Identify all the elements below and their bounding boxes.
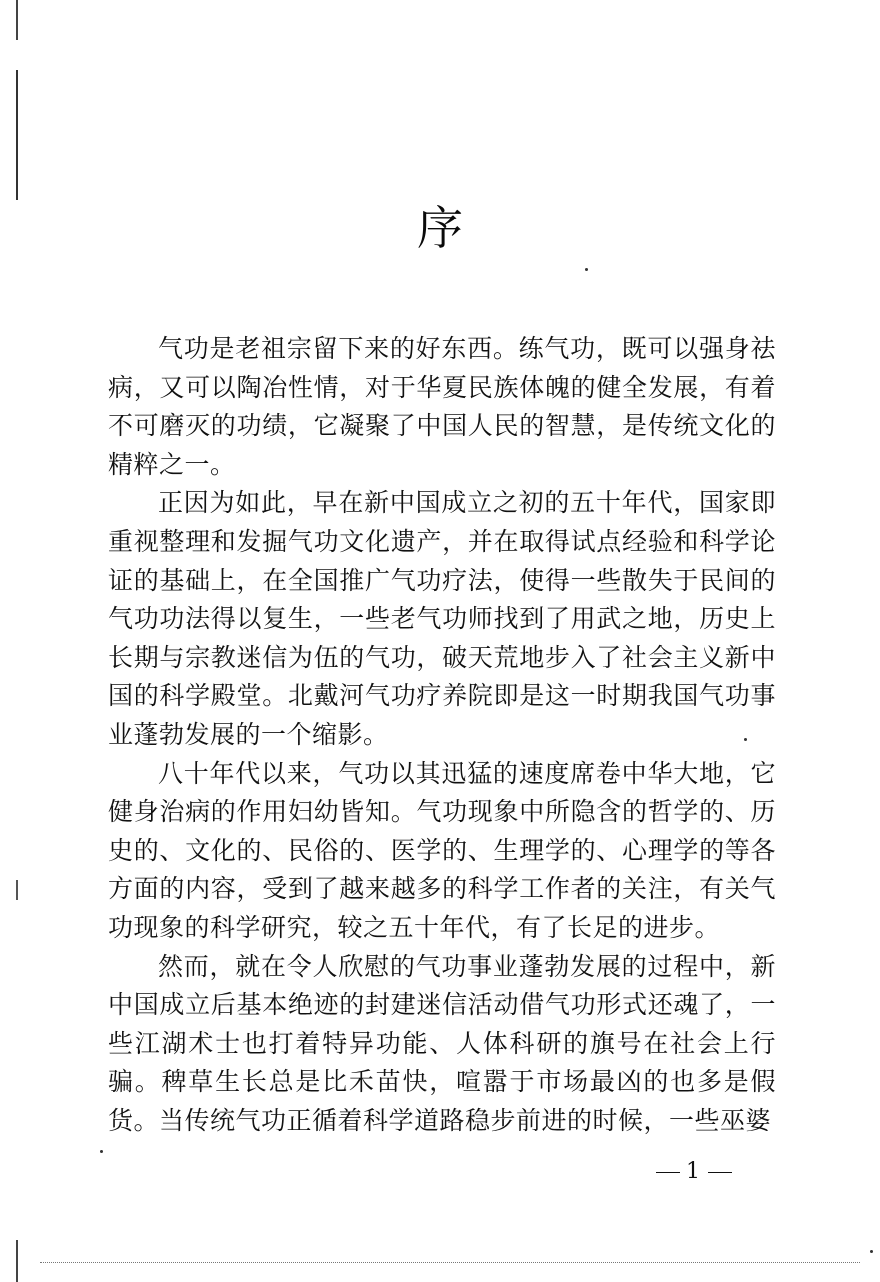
scan-speck	[744, 738, 747, 741]
page-title: 序	[417, 201, 463, 255]
dash-left	[656, 1172, 680, 1173]
scan-edge-artifact	[16, 0, 18, 1282]
dash-right	[708, 1172, 732, 1173]
paragraph-2: 正因为如此，早在新中国成立之初的五十年代，国家即重视整理和发掘气功文化遗产，并在取得试点经验和科学论证的基础上，在全国推广气功疗法，使得一些散失于民间的气功功法得以复生，一些老气功师找到了用武之地，历史上长期与宗教迷信为伍的气功，破天荒地步入了社会主义新中国的科学殿堂。北戴河气功疗养院即是这一时期我国气功事业蓬勃发展的一个缩影。	[108, 488, 776, 749]
paragraph-1: 气功是老祖宗留下来的好东西。练气功，既可以强身祛病，又可以陶冶性情，对于华夏民族体魄的健全发展，有着不可磨灭的功绩，它凝聚了中国人民的智慧，是传统文化的精粹之一。	[108, 334, 776, 479]
scan-speck	[100, 1150, 103, 1153]
scan-speck	[585, 268, 588, 271]
paragraph-4: 然而，就在令人欣慰的气功事业蓬勃发展的过程中，新中国成立后基本绝迹的封建迷信活动借气功形式还魂了，一些江湖术士也打着特异功能、人体科研的旗号在社会上行骗。稗草生长总是比禾苗快，喧嚣于市场最凶的也多是假货。当传统气功正循着科学道路稳步前进的时候，一些巫婆	[108, 951, 776, 1135]
scan-bottom-artifact	[40, 1262, 860, 1263]
page-number-footer	[650, 1158, 738, 1186]
page-number: 1	[686, 1159, 702, 1184]
scan-speck	[870, 1250, 873, 1253]
paragraph-3: 八十年代以来，气功以其迅猛的速度席卷中华大地，它健身治病的作用妇幼皆知。气功现象中所隐含的哲学的、历史的、文化的、民俗的、医学的、生理学的、心理学的等各方面的内容，受到了越来越多的科学工作者的关注，有关气功现象的科学研究，较之五十年代，有了长足的进步。	[108, 758, 776, 942]
body-text	[108, 330, 776, 1140]
